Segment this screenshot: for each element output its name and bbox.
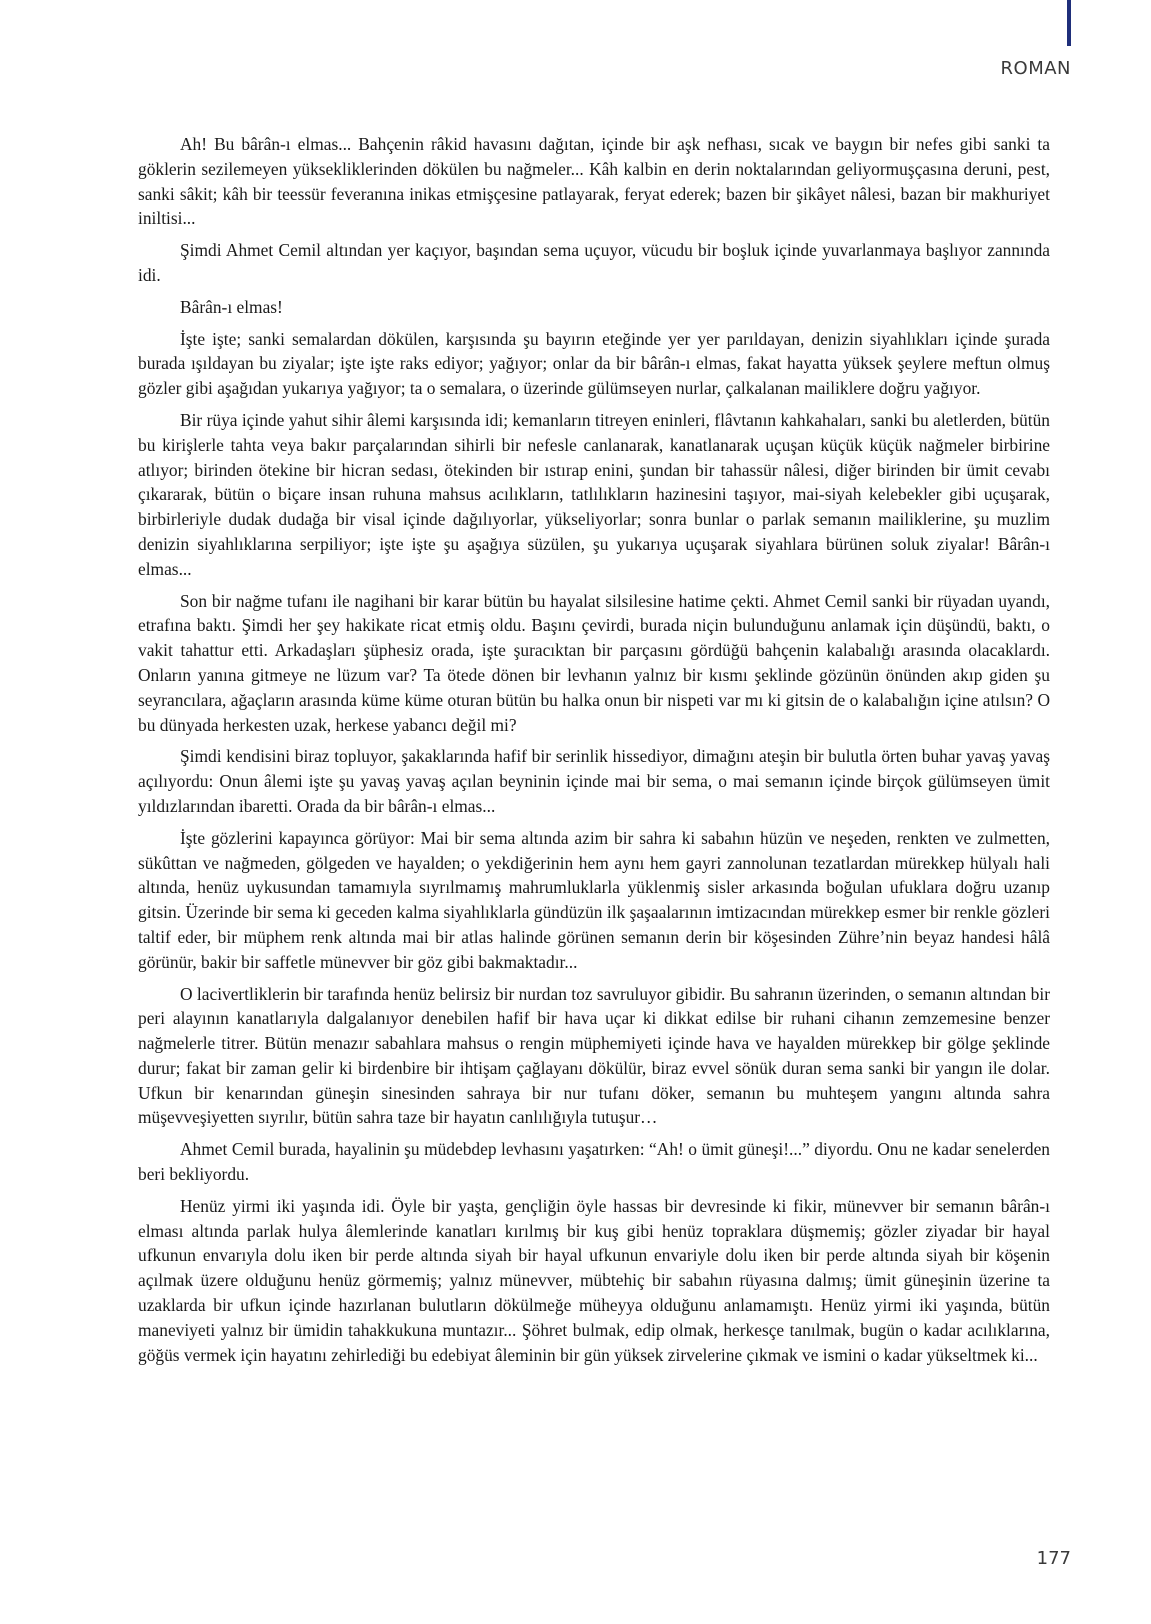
running-header-section: ROMAN [1000, 58, 1071, 79]
paragraph-8: İşte gözlerini kapayınca görüyor: Mai bir sema altında azim bir sahra ki sabahın hüzün ve neşeden, renkten ve zulmetten, sükûttan ve nağmeden, gölgeden ve hayalden; o yekdiğerinin hem aynı hem gayri zannolunan tezatlardan mürekkep hülyalı hali altında, henüz uykusundan tamamıyla sıyrılmamış mahrumluklarla yüklenmiş sisler arkasında boğulan ufuklara doğru uzanıp gitsin. Üzerinde bir sema ki geceden kalma siyahlıklarla gündüzün ilk şaşaalarının imtizacından mürekkep esmer bir renkle gözleri taltif eder, bir müphem renk altında mai bir atlas halinde görünen semanın derin bir köşesinden Zühre’nin beyaz handesi hâlâ görünür, bakir bir saffetle münevver bir göz gibi bakmaktadır... [138, 827, 1050, 972]
paragraph-3: Bârân-ı elmas! [180, 296, 283, 317]
paragraph-5: Bir rüya içinde yahut sihir âlemi karşısında idi; kemanların titreyen eninleri, flâvtanın kahkahaları, sanki bu aletlerden, bütün bu kirişlerle tahta veya bakır parçalarından sihirli bir nefesle canlanarak, kanatlanarak uçuşan küçük küçük nağmeler birbirine atlıyor; birinden ötekine bir hicran sedası, ötekinden bir ıstırap enini, şundan bir tahassür nâlesi, diğer birinden bir ümit cevabı çıkararak, bütün o biçare insan ruhuna mahsus acılıkların, tatlılıkların hazinesini taşıyor, mai-siyah kelebekler gibi uçuşarak, birbirleriyle dudak dudağa bir visal içinde dağılıyorlar, yükseliyorlar; sonra bunlar o parlak semanın mailiklerine, şu muzlim denizin siyahlıklarına serpiliyor; işte işte şu aşağıya süzülen, şu yukarıya uçuşarak siyahlara bürünen soluk ziyalar! Bârân-ı elmas... [138, 409, 1050, 579]
paragraph-7: Şimdi kendisini biraz topluyor, şakaklarında hafif bir serinlik hissediyor, dimağını ateşin bir bulutla örten buhar yavaş yavaş açılıyordu: Onun âlemi işte şu yavaş yavaş açılan beyninin içinde mai bir sema, o mai semanın içinde birçok gülümseyen ümit yıldızlarından ibaretti. Orada da bir bârân-ı elmas... [138, 746, 1050, 816]
paragraph-10: Ahmet Cemil burada, hayalinin şu müdebdep levhasını yaşatırken: “Ah! o ümit güneşi!...” diyordu. Onu ne kadar senelerden beri bekliyordu. [138, 1139, 1050, 1185]
paragraph-11: Henüz yirmi iki yaşında idi. Öyle bir yaşta, gençliğin öyle hassas bir devresinde ki fikir, münevver bir semanın bârân-ı elması altında parlak hulya âlemlerinde kanatları kırılmış bir kuş gibi henüz topraklara düşmemiş; gözler ziyadar bir hayal ufkunun envarıyla dolu iken bir perde altında siyah bir hayal ufkunun envariyle dolu iken bir perde altında siyah bir köşenin açılmak üzere olduğunu henüz görmemiş; yalnız münevver, mübtehiç bir sabahın rüyasına dalmış; ümit güneşinin üzerine ta uzaklarda bir ufkun içinde hazırlanan bulutların dökülmeğe müheyya olduğunu anlamamıştı. Henüz yirmi iki yaşında, bütün maneviyeti yalnız bir ümidin tahakkukuna muntazır... Şöhret bulmak, edip olmak, herkesçe tanılmak, bugün o kadar acılıklarına, göğüs vermek için hayatını zehirlediği bu edebiyat âleminin bir gün yüksek zirvelerine çıkmak ve ismini o kadar yükseltmek ki... [138, 1195, 1050, 1365]
paragraph-4: İşte işte; sanki semalardan dökülen, karşısında şu bayırın eteğinde yer yer parıldayan, denizin siyahlıkları içinde şurada burada ışıldayan bu ziyalar; işte işte raks ediyor; yağıyor; onlar da bir bârân-ı elmas, fakat hayatta yüksek şeylere meftun olmuş gözler gibi aşağıdan yukarıya yağıyor; ta o semalara, o üzerinde gülümseyen nurlar, çalkalanan mailiklere doğru yağıyor. [138, 328, 1050, 399]
paragraph-9: O lacivertliklerin bir tarafında henüz belirsiz bir nurdan toz savruluyor gibidir. Bu sahranın üzerinden, o semanın altından bir peri alayının kanatlarıyla dalgalanıyor denebilen hafif bir hava uçar ki dikkat edilse bir ruhani cihanın zemzemesine benzer nağmelerle titrer. Bütün menazır sabahlara mahsus o rengin müphemiyeti içinde hava ve hayalden mürekkep bir gölge şeklinde durur; fakat bir zaman gelir ki birdenbire bir ihtişam çağlayanı dökülür, biraz evvel sönük duran sema sanki bir yangın ile dolar. Ufkun bir kenarından güneşin sinesinden sahraya bir nur tufanı döker, semanın bu muhteşem yangını altında sahra müşevveşiyetten sıyrılır, bütün sahra taze bir hayatın canlılığıyla tutuşur… [138, 983, 1050, 1128]
body-text [138, 132, 1050, 1374]
paragraph-2: Şimdi Ahmet Cemil altından yer kaçıyor, başından sema uçuyor, vücudu bir boşluk içinde yuvarlanmaya başlıyor zannında idi. [138, 240, 1050, 285]
paragraph-6: Son bir nağme tufanı ile nagihani bir karar bütün bu hayalat silsilesine hatime çekti. Ahmet Cemil sanki bir rüyadan uyandı, etrafına baktı. Şimdi her şey hakikate ricat etmiş oldu. Başını çevirdi, burada niçin bulunduğunu anlamak için düşündü, baktı, o vakit tahattur etti. Arkadaşları şüphesiz orada, işte şuracıktan bir parçasını gördüğü bahçenin kalabalığı arasında olacaklardı. Onların yanına gitmeye ne lüzum var? Ta ötede dönen bir levhanın yalnız bir kısmı şeklinde gözünün önünden akıp giden şu seyrancılara, ağaçların arasında küme küme oturan bütün bu halka onun bir nispeti var mı ki gitsin de o kalabalığın içine atılsın? O bu dünyada herkesten uzak, herkese yabancı değil mi? [138, 590, 1050, 735]
paragraph-1: Ah! Bu bârân-ı elmas... Bahçenin râkid havasını dağıtan, içinde bir aşk nefhası, sıcak ve baygın bir nefes gibi sanki ta göklerin sezilemeyen yüksekliklerinden dökülen bu nağmeler... Kâh kalbin en derin noktalarından geliyormuşçasına deruni, pest, sanki sâkit; kâh bir teessür feveranına inikas etmişçesine patlayarak, feryat ederek; bazen bir şikâyet nâlesi, bazan bir makhuriyet iniltisi... [138, 134, 1050, 229]
page-number: 177 [1036, 1548, 1071, 1569]
header-accent-bar [1067, 0, 1071, 46]
